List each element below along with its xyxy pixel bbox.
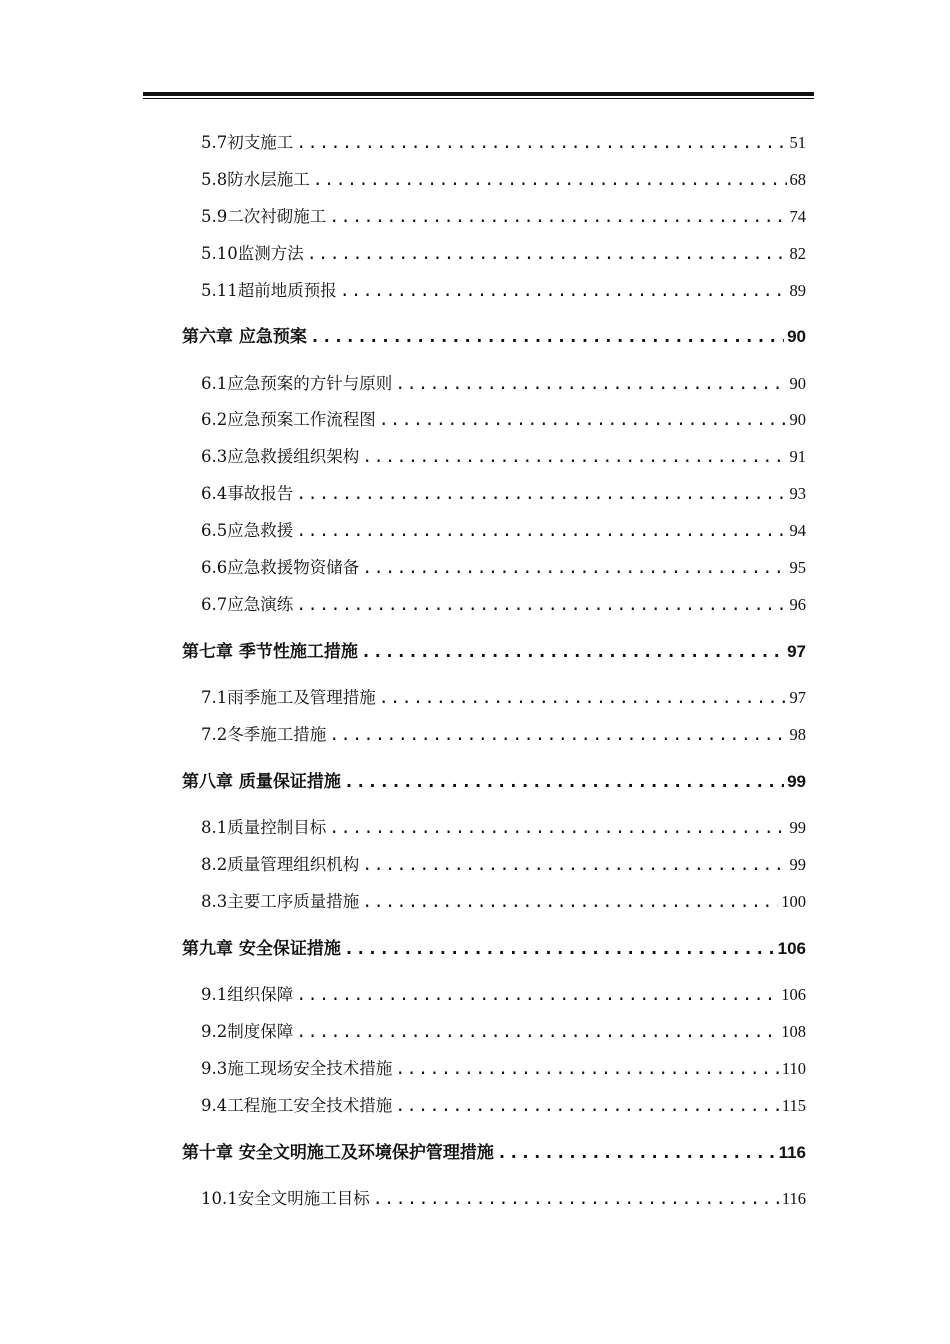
toc-entry-label: 5.10监测方法 xyxy=(201,244,304,263)
toc-page-number: 106 xyxy=(777,939,806,958)
toc-entry-label: 6.6应急救援物资储备 xyxy=(201,558,360,577)
toc-page-number: 74 xyxy=(789,207,806,226)
toc-page-number: 95 xyxy=(789,558,806,577)
toc-chapter-entry[interactable] xyxy=(182,767,806,792)
dot-leader xyxy=(310,327,784,347)
dot-leader xyxy=(296,521,786,540)
toc-page-number: 91 xyxy=(789,447,806,466)
dot-leader xyxy=(296,985,778,1004)
toc-page-number: 98 xyxy=(789,725,806,744)
toc-entry[interactable] xyxy=(201,240,806,264)
toc-chapter-entry[interactable] xyxy=(182,934,806,959)
toc-entry-label: 5.8防水层施工 xyxy=(201,170,310,189)
toc-entry-label: 6.5应急救援 xyxy=(201,521,294,540)
toc-page-number: 94 xyxy=(789,521,806,540)
toc-entry[interactable] xyxy=(201,888,806,912)
dot-leader xyxy=(307,244,787,263)
dot-leader xyxy=(362,892,778,911)
toc-entry[interactable] xyxy=(201,370,806,394)
toc-entry-label: 5.11超前地质预报 xyxy=(201,281,337,300)
toc-entry-label: 5.7初支施工 xyxy=(201,133,294,152)
toc-entry[interactable] xyxy=(201,1185,806,1209)
dot-leader xyxy=(344,939,775,959)
dot-leader xyxy=(329,207,786,226)
toc-entry-label: 8.3主要工序质量措施 xyxy=(201,892,360,911)
toc-page-number: 93 xyxy=(789,484,806,503)
toc-page-number: 89 xyxy=(789,281,806,300)
toc-entry[interactable] xyxy=(201,814,806,838)
dot-leader xyxy=(340,281,787,300)
toc-entry-label: 6.4事故报告 xyxy=(201,484,294,503)
toc-entry[interactable] xyxy=(201,981,806,1005)
toc-entry[interactable] xyxy=(201,166,806,190)
toc-entry[interactable] xyxy=(201,129,806,153)
toc-page-number: 99 xyxy=(789,855,806,874)
toc-entry[interactable] xyxy=(201,554,806,578)
dot-leader xyxy=(296,133,786,152)
dot-leader xyxy=(379,410,787,429)
toc-entry[interactable] xyxy=(201,1055,806,1079)
dot-leader xyxy=(313,170,787,189)
toc-chapter-label: 第十章 安全文明施工及环境保护管理措施 xyxy=(182,1143,494,1163)
toc-page-number: 97 xyxy=(789,688,806,707)
toc-entry[interactable] xyxy=(201,721,806,745)
dot-leader xyxy=(344,772,784,792)
toc-entry-label: 9.4工程施工安全技术措施 xyxy=(201,1096,393,1115)
dot-leader xyxy=(395,1096,779,1115)
toc-chapter-label: 第六章 应急预案 xyxy=(182,327,307,347)
toc-entry-label: 6.1应急预案的方针与原则 xyxy=(201,374,393,393)
toc-page-number: 110 xyxy=(781,1059,806,1078)
toc-entry-label: 8.1质量控制目标 xyxy=(201,818,327,837)
toc-page-number: 115 xyxy=(781,1096,806,1115)
toc-entry-label: 9.2制度保障 xyxy=(201,1022,294,1041)
header-rule-thin xyxy=(143,98,814,99)
toc-page-number: 90 xyxy=(787,327,806,346)
toc-page-number: 100 xyxy=(781,892,806,911)
dot-leader xyxy=(373,1189,779,1208)
dot-leader xyxy=(497,1143,776,1163)
toc-entry[interactable] xyxy=(201,480,806,504)
dot-leader xyxy=(329,725,786,744)
toc-chapter-entry[interactable] xyxy=(182,637,806,662)
dot-leader xyxy=(395,374,786,393)
toc-page-number: 51 xyxy=(789,133,806,152)
toc-page-number: 68 xyxy=(789,170,806,189)
header-rule-thick xyxy=(143,92,814,96)
toc-chapter-entry[interactable] xyxy=(182,322,806,347)
toc-page-number: 96 xyxy=(789,595,806,614)
toc-entry-label: 9.3施工现场安全技术措施 xyxy=(201,1059,393,1078)
toc-entry-label: 6.2应急预案工作流程图 xyxy=(201,410,376,429)
toc-chapter-entry[interactable] xyxy=(182,1138,806,1163)
toc-entry[interactable] xyxy=(201,1018,806,1042)
dot-leader xyxy=(296,1022,778,1041)
dot-leader xyxy=(296,484,786,503)
toc-page-number: 99 xyxy=(789,818,806,837)
dot-leader xyxy=(362,558,786,577)
toc-entry-label: 6.3应急救援组织架构 xyxy=(201,447,360,466)
toc-entry[interactable] xyxy=(201,443,806,467)
toc-page-number: 116 xyxy=(781,1189,806,1208)
toc-entry-label: 8.2质量管理组织机构 xyxy=(201,855,360,874)
toc-page-number: 90 xyxy=(789,410,806,429)
toc-entry-label: 5.9二次衬砌施工 xyxy=(201,207,327,226)
toc-entry[interactable] xyxy=(201,517,806,541)
dot-leader xyxy=(361,642,784,662)
toc-entry[interactable] xyxy=(201,1092,806,1116)
toc-entry[interactable] xyxy=(201,851,806,875)
dot-leader xyxy=(296,595,786,614)
toc-entry[interactable] xyxy=(201,277,806,301)
toc-chapter-label: 第九章 安全保证措施 xyxy=(182,939,341,959)
dot-leader xyxy=(362,855,786,874)
toc-page-number: 90 xyxy=(789,374,806,393)
toc-page-number: 99 xyxy=(787,772,806,791)
toc-entry-label: 6.7应急演练 xyxy=(201,595,294,614)
toc-entry-label: 9.1组织保障 xyxy=(201,985,294,1004)
dot-leader xyxy=(329,818,786,837)
dot-leader xyxy=(395,1059,779,1078)
toc-page-number: 97 xyxy=(787,642,806,661)
toc-page-number: 116 xyxy=(778,1143,806,1162)
toc-entry-label: 7.1雨季施工及管理措施 xyxy=(201,688,376,707)
toc-chapter-label: 第七章 季节性施工措施 xyxy=(182,642,358,662)
toc-entry[interactable] xyxy=(201,684,806,708)
toc-entry[interactable] xyxy=(201,591,806,615)
toc-entry-label: 7.2冬季施工措施 xyxy=(201,725,327,744)
dot-leader xyxy=(379,688,787,707)
toc-page-number: 108 xyxy=(781,1022,806,1041)
toc-page-number: 106 xyxy=(781,985,806,1004)
dot-leader xyxy=(362,447,786,466)
toc-page-number: 82 xyxy=(789,244,806,263)
toc-entry-label: 10.1安全文明施工目标 xyxy=(201,1189,370,1208)
toc-entry[interactable] xyxy=(201,203,806,227)
toc-chapter-label: 第八章 质量保证措施 xyxy=(182,772,341,792)
toc-entry[interactable] xyxy=(201,406,806,430)
